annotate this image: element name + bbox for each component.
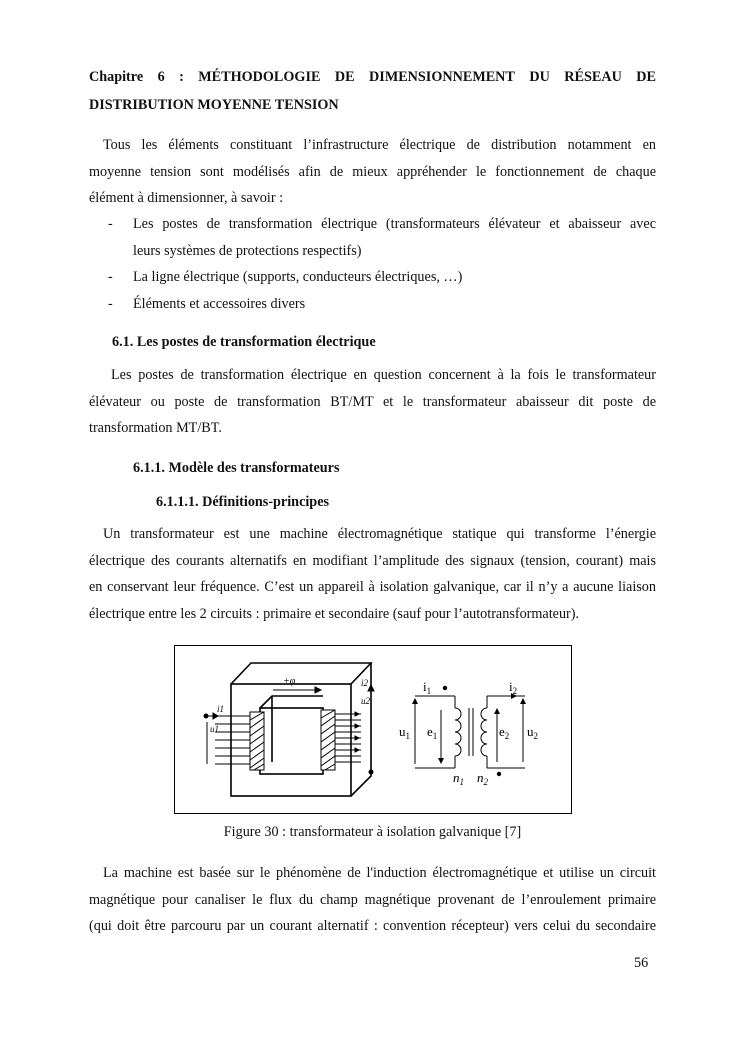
text-line: magnétique pour canaliser le flux du champ magnétique provenant de l’enroulement primaire [89,891,656,908]
section-6-1-1-title: 6.1.1. Modèle des transformateurs [133,460,340,476]
e1-label: $e_1$ [427,724,438,741]
chapter-title-word: 6 [157,69,165,85]
text-line: électrique des courants alternatifs en modifiant l’amplitude des signaux (tension, courant) mais [89,552,656,569]
list-item [108,211,656,264]
chapter-title [89,63,656,119]
chapter-title-word: DIMENSIONNEMENT [369,69,515,85]
list-item [108,291,656,318]
n1-label: $n_1$ [453,770,464,787]
transformer-diagram [175,646,571,813]
transformer-figure [174,645,572,814]
text-line: La ligne électrique (supports, conducteurs électriques, …) [133,269,463,285]
chapter-title-word: MÉTHODOLOGIE [198,69,321,85]
list-dash: - [108,216,113,232]
text-line: Tous les éléments constituant l’infrastructure électrique de distribution notamment en [103,137,656,153]
text-line: La machine est basée sur le phénomène de l'induction électromagnétique et utilise un circuit [103,865,656,881]
intro-paragraph [89,132,656,212]
primary-winding [215,712,264,770]
left-u2-label: u2 [361,696,370,706]
text-line: leurs systèmes de protections respectifs) [133,242,362,259]
chapter-title-word: RÉSEAU [564,69,622,85]
left-i2-label: i2 [361,678,369,688]
text-line: en conservant leur fréquence. C’est un appareil à isolation galvanique, car il n’y a aucune liaison [89,579,656,595]
list-dash: - [108,295,113,312]
u1-label: $u_1$ [399,724,410,741]
left-i1-label: i1 [217,704,225,714]
page-number: 56 [634,955,649,971]
flux-label: +φ [283,676,296,687]
figure-caption: Figure 30 : transformateur à isolation galvanique [7] [223,824,522,840]
chapter-title-word: Chapitre [89,69,144,85]
u2-label: $u_2$ [527,724,538,741]
i1-label: $i_1$ [423,679,432,696]
text-line: Les postes de transformation électrique en question concernent à la fois le transformateur [111,367,656,383]
text-line: transformation MT/BT. [89,420,222,436]
left-u1-label: u1 [210,724,219,734]
e2-label: $e_2$ [499,724,510,741]
text-line: élévateur ou poste de transformation BT/MT et le transformateur abaisseur dit poste de [89,393,656,410]
text-line: Les postes de transformation électrique (transformateurs élévateur et abaisseur avec [133,216,656,232]
intro-list [108,211,656,317]
text-line: élément à dimensionner, à savoir : [89,190,284,206]
text-line: électrique entre les 2 circuits : primaire et secondaire (sauf pour l’autotransformateur). [89,605,580,622]
closing-paragraph [89,860,656,940]
text-line: (qui doit être parcouru par un courant alternatif : convention récepteur) vers celui du secondaire [89,918,656,934]
chapter-title-line-2: DISTRIBUTION MOYENNE TENSION [89,97,339,113]
section-6-1-title: 6.1. Les postes de transformation électrique [112,334,376,350]
text-line: moyenne tension sont modélisés afin de mieux appréhender le fonctionnement de chaque [89,163,656,180]
i2-label: $i_2$ [509,679,518,696]
text-line: Un transformateur est une machine électromagnétique statique qui transforme l’énergie [103,526,656,542]
text-line: Éléments et accessoires divers [133,295,306,312]
list-dash: - [108,269,113,285]
chapter-title-word: DE [334,69,355,85]
section-6-1-1-1-title: 6.1.1.1. Définitions-principes [156,494,330,510]
chapter-title-word: : [179,69,184,85]
chapter-title-line-1 [89,63,656,91]
section-6-1-1-1-paragraph [89,521,656,627]
n2-label: $n_2$ [477,770,488,787]
secondary-winding [321,710,361,770]
section-6-1-paragraph [89,362,656,442]
chapter-title-word: DE [636,69,656,85]
flux-arrow [273,687,321,693]
list-item [108,264,656,291]
chapter-title-word: DU [529,69,550,85]
